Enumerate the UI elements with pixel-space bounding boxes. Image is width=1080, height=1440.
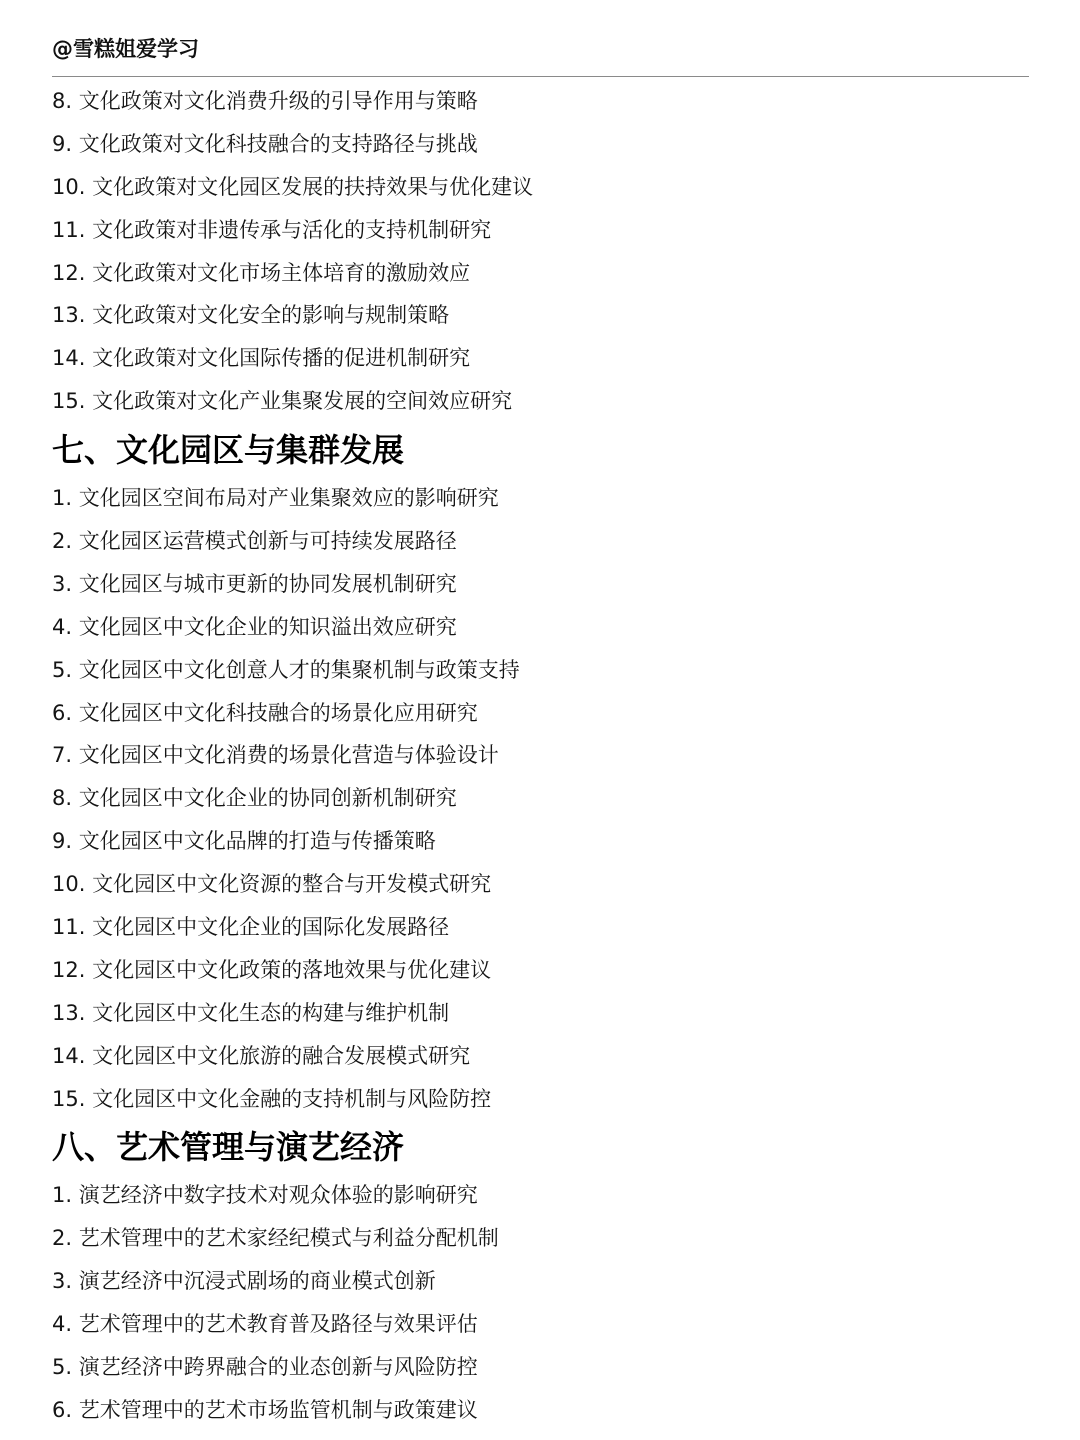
list-item: 3. 演艺经济中沉浸式剧场的商业模式创新 <box>52 1269 436 1294</box>
list-item: 1. 演艺经济中数字技术对观众体验的影响研究 <box>52 1183 478 1208</box>
list-item: 1. 文化园区空间布局对产业集聚效应的影响研究 <box>52 486 499 511</box>
list-item: 7. 文化园区中文化消费的场景化营造与体验设计 <box>52 743 499 768</box>
list-item: 10. 文化政策对文化园区发展的扶持效果与优化建议 <box>52 174 534 199</box>
list-item: 4. 艺术管理中的艺术教育普及路径与效果评估 <box>52 1312 478 1337</box>
section-7-list <box>52 477 1042 1120</box>
continued-list <box>52 80 1042 423</box>
list-item: 3. 文化园区与城市更新的协同发展机制研究 <box>52 571 457 596</box>
list-item: 5. 演艺经济中跨界融合的业态创新与风险防控 <box>52 1355 478 1380</box>
list-item: 9. 文化园区中文化品牌的打造与传播策略 <box>52 829 436 854</box>
author-handle: @雪糕姐爱学习 <box>52 37 199 61</box>
list-item: 11. 文化园区中文化企业的国际化发展路径 <box>52 915 450 940</box>
list-item: 2. 艺术管理中的艺术家经纪模式与利益分配机制 <box>52 1226 499 1251</box>
list-item: 5. 文化园区中文化创意人才的集聚机制与政策支持 <box>52 657 520 682</box>
section-8-list <box>52 1174 1042 1431</box>
list-item: 11. 文化政策对非遗传承与活化的支持机制研究 <box>52 217 492 242</box>
section-heading: 七、文化园区与集群发展 <box>52 431 405 470</box>
list-item: 13. 文化园区中文化生态的构建与维护机制 <box>52 1000 450 1025</box>
list-item: 6. 文化园区中文化科技融合的场景化应用研究 <box>52 700 478 725</box>
list-item: 15. 文化政策对文化产业集聚发展的空间效应研究 <box>52 389 513 414</box>
list-item: 12. 文化园区中文化政策的落地效果与优化建议 <box>52 957 492 982</box>
list-item: 14. 文化园区中文化旅游的融合发展模式研究 <box>52 1043 471 1068</box>
list-item: 13. 文化政策对文化安全的影响与规制策略 <box>52 303 450 328</box>
document-content <box>52 80 1042 1432</box>
list-item: 9. 文化政策对文化科技融合的支持路径与挑战 <box>52 131 478 156</box>
list-item: 2. 文化园区运营模式创新与可持续发展路径 <box>52 529 457 554</box>
list-item: 4. 文化园区中文化企业的知识溢出效应研究 <box>52 614 457 639</box>
list-item: 12. 文化政策对文化市场主体培育的激励效应 <box>52 260 471 285</box>
list-item: 8. 文化园区中文化企业的协同创新机制研究 <box>52 786 457 811</box>
list-item: 8. 文化政策对文化消费升级的引导作用与策略 <box>52 89 478 113</box>
list-item: 14. 文化政策对文化国际传播的促进机制研究 <box>52 346 471 371</box>
section-heading: 八、艺术管理与演艺经济 <box>52 1128 405 1167</box>
list-item: 10. 文化园区中文化资源的整合与开发模式研究 <box>52 872 492 897</box>
list-item: 15. 文化园区中文化金融的支持机制与风险防控 <box>52 1086 492 1111</box>
header-divider <box>52 76 1029 77</box>
list-item: 6. 艺术管理中的艺术市场监管机制与政策建议 <box>52 1397 478 1422</box>
